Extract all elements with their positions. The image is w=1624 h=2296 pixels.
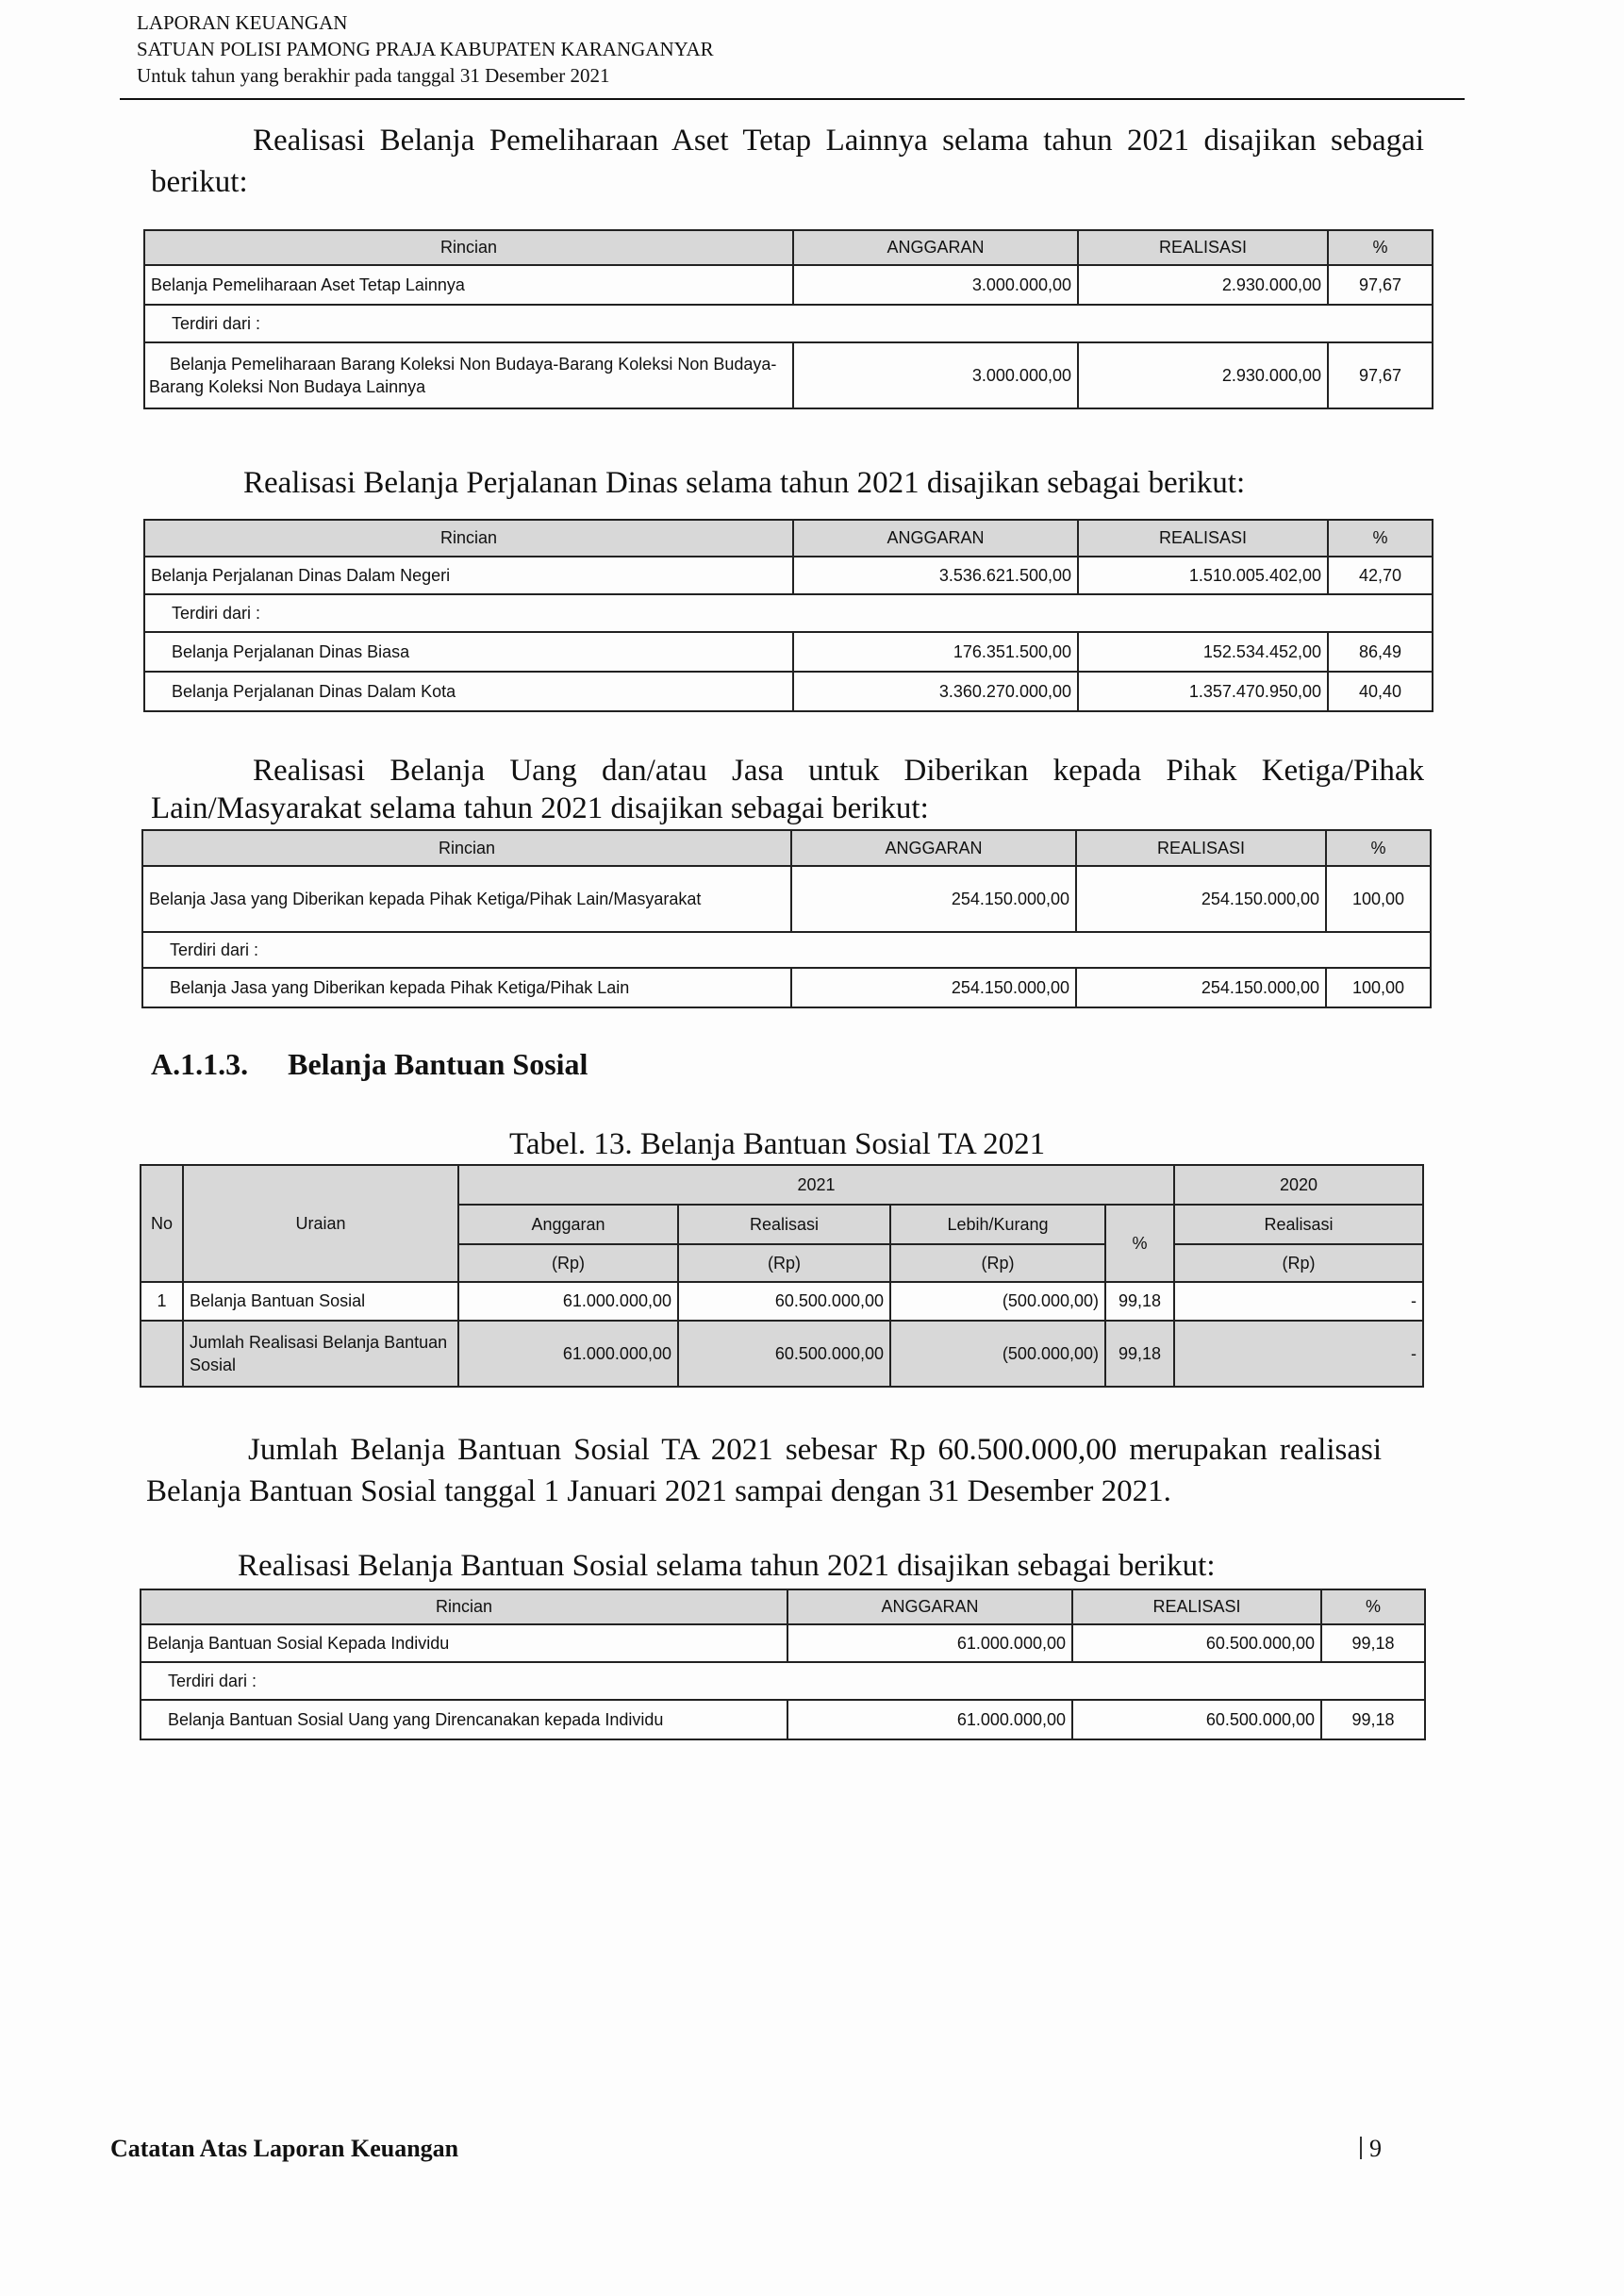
header-entity: SATUAN POLISI PAMONG PRAJA KABUPATEN KARANGANYAR bbox=[137, 38, 714, 60]
col-realisasi: REALISASI bbox=[1072, 1589, 1321, 1624]
footer-title: Catatan Atas Laporan Keuangan bbox=[110, 2135, 459, 2162]
paragraph-perjalanan: Realisasi Belanja Perjalanan Dinas selama tahun 2021 disajikan sebagai berikut: bbox=[243, 466, 1246, 500]
section-heading bbox=[151, 1047, 588, 1082]
row-anggaran: 61.000.000,00 bbox=[787, 1700, 1072, 1739]
total-uraian: Jumlah Realisasi Belanja Bantuan Sosial bbox=[183, 1321, 458, 1387]
col-pct: % bbox=[1328, 520, 1433, 557]
paragraph-jasa: Realisasi Belanja Uang dan/atau Jasa untuk Diberikan kepada Pihak Ketiga/Pihak Lain/Masyarakat selama tahun 2021 disajikan sebagai berikut: bbox=[151, 754, 1424, 825]
col-realisasi: REALISASI bbox=[1076, 830, 1326, 866]
table-row bbox=[141, 1700, 1425, 1739]
row-uraian: Belanja Bantuan Sosial bbox=[183, 1282, 458, 1321]
row-lebih-kurang: (500.000,00) bbox=[890, 1282, 1105, 1321]
col-group-2021: 2021 bbox=[458, 1165, 1174, 1205]
table-row bbox=[141, 1282, 1423, 1321]
col-realisasi: REALISASI bbox=[1078, 520, 1328, 557]
table-row bbox=[142, 866, 1431, 932]
row-pct: 97,67 bbox=[1328, 265, 1433, 305]
table-13-bantuan-sosial bbox=[140, 1164, 1424, 1388]
row-pct: 100,00 bbox=[1326, 866, 1431, 932]
col-pct: % bbox=[1326, 830, 1431, 866]
row-realisasi: 60.500.000,00 bbox=[1072, 1624, 1321, 1662]
total-anggaran: 61.000.000,00 bbox=[458, 1321, 678, 1387]
table-pemeliharaan bbox=[143, 229, 1433, 409]
col-lebih-kurang: Lebih/Kurang bbox=[890, 1205, 1105, 1244]
row-pct: 100,00 bbox=[1326, 968, 1431, 1007]
col-group-2020: 2020 bbox=[1174, 1165, 1423, 1205]
subheading-row bbox=[144, 305, 1433, 342]
col-anggaran: ANGGARAN bbox=[793, 230, 1078, 265]
subheading-row bbox=[141, 1662, 1425, 1700]
terdiri-dari-label: Terdiri dari : bbox=[141, 1662, 1425, 1700]
table-row bbox=[142, 968, 1431, 1007]
subheading-row bbox=[144, 594, 1433, 632]
unit-rp: (Rp) bbox=[1174, 1244, 1423, 1282]
row-anggaran: 3.360.270.000,00 bbox=[793, 672, 1078, 711]
row-realisasi-2020: - bbox=[1174, 1282, 1423, 1321]
section-title: Belanja Bantuan Sosial bbox=[288, 1047, 588, 1081]
col-pct: % bbox=[1328, 230, 1433, 265]
row-label: Belanja Perjalanan Dinas Dalam Negeri bbox=[144, 557, 793, 594]
page-number bbox=[1360, 2135, 1382, 2163]
col-rincian: Rincian bbox=[142, 830, 791, 866]
col-anggaran: ANGGARAN bbox=[787, 1589, 1072, 1624]
row-realisasi: 2.930.000,00 bbox=[1078, 265, 1328, 305]
row-realisasi: 1.357.470.950,00 bbox=[1078, 672, 1328, 711]
row-anggaran: 61.000.000,00 bbox=[458, 1282, 678, 1321]
row-anggaran: 61.000.000,00 bbox=[787, 1624, 1072, 1662]
row-anggaran: 3.000.000,00 bbox=[793, 265, 1078, 305]
col-realisasi-2020: Realisasi bbox=[1174, 1205, 1423, 1244]
header-period: Untuk tahun yang berakhir pada tanggal 31 Desember 2021 bbox=[137, 64, 610, 87]
paragraph-pemeliharaan: Realisasi Belanja Pemeliharaan Aset Tetap Lainnya selama tahun 2021 disajikan sebagai berikut: bbox=[151, 124, 1424, 199]
row-anggaran: 176.351.500,00 bbox=[793, 632, 1078, 672]
row-anggaran: 3.536.621.500,00 bbox=[793, 557, 1078, 594]
row-label: Belanja Perjalanan Dinas Dalam Kota bbox=[144, 672, 793, 711]
col-rincian: Rincian bbox=[144, 230, 793, 265]
table-header-row bbox=[144, 230, 1433, 265]
col-pct: % bbox=[1105, 1205, 1174, 1282]
row-realisasi: 254.150.000,00 bbox=[1076, 866, 1326, 932]
header-rule bbox=[120, 98, 1465, 100]
row-label: Belanja Perjalanan Dinas Biasa bbox=[144, 632, 793, 672]
row-realisasi: 1.510.005.402,00 bbox=[1078, 557, 1328, 594]
col-anggaran: ANGGARAN bbox=[793, 520, 1078, 557]
table-header-row bbox=[141, 1589, 1425, 1624]
terdiri-dari-label: Terdiri dari : bbox=[142, 932, 1431, 968]
row-anggaran: 254.150.000,00 bbox=[791, 866, 1076, 932]
col-no: No bbox=[141, 1165, 183, 1282]
col-rincian: Rincian bbox=[141, 1589, 787, 1624]
page-number-value: 9 bbox=[1369, 2135, 1382, 2162]
table-caption: Tabel. 13. Belanja Bantuan Sosial TA 2021 bbox=[509, 1127, 1046, 1161]
section-number: A.1.1.3. bbox=[151, 1047, 249, 1081]
table-row bbox=[144, 557, 1433, 594]
page-number-divider bbox=[1360, 2137, 1362, 2159]
table-header-row bbox=[141, 1165, 1423, 1205]
col-realisasi: REALISASI bbox=[1078, 230, 1328, 265]
row-label: Belanja Bantuan Sosial Uang yang Direncanakan kepada Individu bbox=[141, 1700, 787, 1739]
table-header-row bbox=[144, 520, 1433, 557]
subheading-row bbox=[142, 932, 1431, 968]
row-no: 1 bbox=[141, 1282, 183, 1321]
total-realisasi-2020: - bbox=[1174, 1321, 1423, 1387]
total-lebih-kurang: (500.000,00) bbox=[890, 1321, 1105, 1387]
table-header-row bbox=[142, 830, 1431, 866]
table-row bbox=[144, 265, 1433, 305]
total-pct: 99,18 bbox=[1105, 1321, 1174, 1387]
unit-rp: (Rp) bbox=[890, 1244, 1105, 1282]
row-realisasi: 60.500.000,00 bbox=[678, 1282, 890, 1321]
row-pct: 97,67 bbox=[1328, 342, 1433, 408]
row-pct: 99,18 bbox=[1321, 1624, 1425, 1662]
row-pct: 40,40 bbox=[1328, 672, 1433, 711]
col-pct: % bbox=[1321, 1589, 1425, 1624]
row-realisasi: 152.534.452,00 bbox=[1078, 632, 1328, 672]
table-perjalanan bbox=[143, 519, 1433, 712]
row-realisasi: 60.500.000,00 bbox=[1072, 1700, 1321, 1739]
col-anggaran: Anggaran bbox=[458, 1205, 678, 1244]
row-label: Belanja Jasa yang Diberikan kepada Pihak Ketiga/Pihak Lain bbox=[142, 968, 791, 1007]
row-label: Belanja Pemeliharaan Barang Koleksi Non Budaya-Barang Koleksi Non Budaya-Barang Koleksi Non Budaya Lainnya bbox=[144, 342, 793, 408]
table-jasa bbox=[141, 829, 1432, 1008]
row-pct: 42,70 bbox=[1328, 557, 1433, 594]
row-label: Belanja Pemeliharaan Aset Tetap Lainnya bbox=[144, 265, 793, 305]
page-header bbox=[137, 9, 1465, 89]
table-row bbox=[141, 1624, 1425, 1662]
col-uraian: Uraian bbox=[183, 1165, 458, 1282]
total-no-cell bbox=[141, 1321, 183, 1387]
paragraph-bansos: Realisasi Belanja Bantuan Sosial selama tahun 2021 disajikan sebagai berikut: bbox=[238, 1549, 1216, 1583]
table-bansos bbox=[140, 1589, 1426, 1740]
col-anggaran: ANGGARAN bbox=[791, 830, 1076, 866]
row-label: Belanja Jasa yang Diberikan kepada Pihak Ketiga/Pihak Lain/Masyarakat bbox=[142, 866, 791, 932]
row-anggaran: 254.150.000,00 bbox=[791, 968, 1076, 1007]
col-realisasi: Realisasi bbox=[678, 1205, 890, 1244]
table-row bbox=[144, 342, 1433, 408]
row-pct: 99,18 bbox=[1321, 1700, 1425, 1739]
header-title: LAPORAN KEUANGAN bbox=[137, 11, 348, 34]
unit-rp: (Rp) bbox=[678, 1244, 890, 1282]
col-rincian: Rincian bbox=[144, 520, 793, 557]
terdiri-dari-label: Terdiri dari : bbox=[144, 594, 1433, 632]
row-anggaran: 3.000.000,00 bbox=[793, 342, 1078, 408]
row-realisasi: 254.150.000,00 bbox=[1076, 968, 1326, 1007]
total-realisasi: 60.500.000,00 bbox=[678, 1321, 890, 1387]
table-row bbox=[144, 632, 1433, 672]
row-pct: 86,49 bbox=[1328, 632, 1433, 672]
table-row bbox=[144, 672, 1433, 711]
total-row bbox=[141, 1321, 1423, 1387]
paragraph-jumlah: Jumlah Belanja Bantuan Sosial TA 2021 sebesar Rp 60.500.000,00 merupakan realisasi Belanja Bantuan Sosial tanggal 1 Januari 2021 sampai dengan 31 Desember 2021. bbox=[146, 1433, 1382, 1508]
row-realisasi: 2.930.000,00 bbox=[1078, 342, 1328, 408]
row-label: Belanja Bantuan Sosial Kepada Individu bbox=[141, 1624, 787, 1662]
terdiri-dari-label: Terdiri dari : bbox=[144, 305, 1433, 342]
row-pct: 99,18 bbox=[1105, 1282, 1174, 1321]
unit-rp: (Rp) bbox=[458, 1244, 678, 1282]
